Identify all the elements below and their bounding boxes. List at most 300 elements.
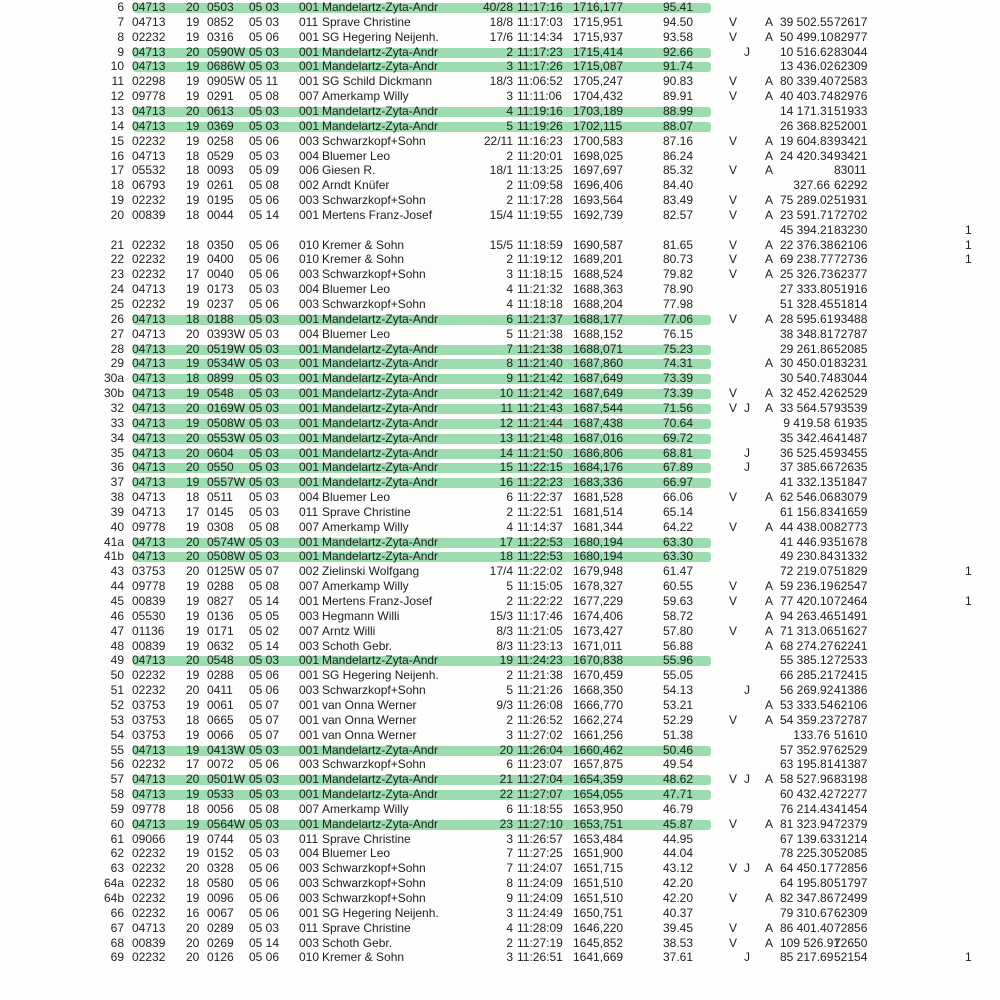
section-code: 05 09	[249, 163, 280, 178]
speed-value: 1681,344	[573, 519, 624, 534]
ring-year: 20	[186, 400, 200, 415]
a-mark: A	[765, 163, 774, 178]
fancier-name: van Onna Werner	[322, 712, 417, 727]
club-number: 004	[299, 490, 320, 505]
v-mark: V	[729, 712, 738, 727]
points-value: 66 285.21	[780, 668, 834, 683]
points-value: 50 499.10	[780, 29, 834, 44]
fancier-name: Mandelartz-Zyta-Andr	[322, 59, 439, 74]
percent-value: 50.46	[662, 742, 693, 757]
section-code: 05 03	[249, 549, 280, 564]
percent-value: 64.22	[662, 519, 693, 534]
rank-number: 6	[117, 0, 124, 14]
speed-value: 1670,459	[573, 668, 624, 683]
rank-number: 61	[110, 831, 124, 846]
ring-number: 0590W	[207, 44, 246, 59]
points-value: 55 385.12	[780, 653, 834, 668]
ring-number: 0289	[207, 920, 234, 935]
arrival-time: 11:14:37	[517, 519, 563, 534]
code-value: 62529	[834, 742, 868, 757]
ring-year: 19	[186, 638, 200, 653]
prize-count: 4	[506, 103, 513, 118]
prize-count: 10	[499, 386, 513, 401]
ring-number: 0905W	[207, 74, 246, 89]
table-row	[0, 906, 1000, 921]
fancier-name: Sprave Christine	[322, 504, 411, 519]
points-value: 25 326.73	[780, 267, 834, 282]
section-code: 05 03	[249, 59, 280, 74]
speed-value: 1683,336	[573, 475, 624, 490]
code-value: 82773	[834, 519, 868, 534]
fancier-name: Bluemer Leo	[322, 326, 391, 341]
points-value: 60 432.42	[780, 787, 834, 802]
ring-number: 0557W	[207, 475, 246, 490]
percent-value: 75.23	[662, 341, 693, 356]
fancier-name: Bluemer Leo	[322, 490, 391, 505]
fancier-prefix: 00839	[132, 935, 166, 950]
rank-number: 64b	[104, 891, 125, 905]
arrival-time: 11:21:44	[517, 415, 563, 430]
ring-number: 0852	[207, 14, 234, 29]
percent-value: 85.32	[662, 163, 693, 178]
speed-value: 1654,055	[573, 787, 624, 802]
prize-count: 4	[506, 519, 513, 534]
ring-year: 20	[186, 430, 200, 445]
speed-value: 1651,900	[573, 846, 624, 861]
club-number: 002	[299, 564, 320, 579]
club-number: 001	[299, 727, 320, 742]
v-mark: V	[729, 89, 738, 104]
code-value: 82977	[834, 29, 868, 44]
ring-year: 20	[186, 861, 200, 876]
arrival-time: 11:24:09	[517, 876, 563, 891]
speed-value: 1671,011	[573, 638, 623, 653]
speed-value: 1680,194	[573, 549, 624, 564]
rank-number: 11	[111, 74, 124, 89]
fancier-prefix: 04713	[132, 415, 166, 430]
percent-value: 63.30	[662, 534, 693, 549]
table-row	[0, 505, 1000, 520]
section-code: 05 03	[249, 282, 280, 297]
section-code: 05 03	[249, 44, 280, 59]
club-number: 001	[299, 118, 320, 133]
code-value: 72533	[834, 653, 868, 668]
speed-value: 1684,176	[573, 460, 624, 475]
percent-value: 92.66	[662, 44, 693, 59]
prize-count: 2	[506, 504, 513, 519]
speed-value: 1690,587	[573, 237, 624, 252]
fancier-name: Kremer & Sohn	[322, 237, 405, 252]
ring-number: 0288	[207, 668, 234, 683]
table-row	[0, 653, 1000, 668]
ring-number: 0288	[207, 579, 234, 594]
rank-number: 17	[110, 163, 124, 178]
rank-number: 40	[110, 519, 124, 534]
rank-number: 37	[110, 475, 124, 490]
ring-year: 20	[186, 341, 200, 356]
arrival-time: 11:22:53	[517, 549, 563, 564]
rank-number: 33	[110, 415, 124, 430]
section-code: 05 03	[249, 490, 280, 505]
ring-year: 20	[186, 920, 200, 935]
club-number: 003	[299, 638, 320, 653]
percent-value: 56.88	[662, 638, 693, 653]
rank-number: 29	[110, 356, 124, 371]
code-value: 72856	[834, 920, 868, 935]
club-number: 003	[299, 683, 320, 698]
code-value: 83079	[834, 490, 868, 505]
table-row	[0, 475, 1000, 490]
club-number: 010	[299, 950, 320, 965]
section-code: 05 08	[249, 801, 280, 816]
section-code: 05 07	[249, 727, 280, 742]
section-code: 05 06	[249, 876, 280, 891]
prize-count: 2	[506, 252, 513, 267]
percent-value: 38.53	[662, 935, 693, 950]
ring-number: 0126	[207, 950, 234, 965]
ring-number: 0171	[207, 623, 234, 638]
fancier-prefix: 09778	[132, 579, 166, 594]
fancier-prefix: 04713	[132, 787, 166, 802]
fancier-name: Schwarzkopf+Sohn	[322, 876, 426, 891]
j-mark: J	[744, 861, 750, 876]
fancier-name: Amerkamp Willy	[322, 801, 409, 816]
ring-number: 0061	[207, 697, 234, 712]
points-value: 45 394.21	[780, 222, 834, 237]
speed-value: 1715,951	[573, 14, 624, 29]
club-number: 007	[299, 89, 320, 104]
club-number: 011	[299, 14, 319, 29]
club-number: 010	[299, 252, 320, 267]
prize-count: 2	[506, 594, 513, 608]
speed-value: 1660,462	[573, 742, 624, 757]
a-mark: A	[765, 207, 774, 222]
ring-year: 18	[186, 237, 200, 252]
prize-count: 2	[506, 712, 513, 727]
code-value: 51678	[834, 534, 868, 549]
code-value: 72702	[834, 207, 868, 222]
a-mark: A	[765, 579, 774, 594]
fancier-name: SG Hegering Neijenh.	[322, 29, 439, 44]
speed-value: 1679,948	[573, 564, 624, 579]
percent-value: 79.82	[662, 267, 693, 282]
rank-number: 68	[110, 935, 124, 950]
ring-number: 0604	[207, 445, 234, 460]
arrival-time: 11:21:38	[517, 326, 563, 341]
section-code: 05 07	[249, 697, 280, 712]
arrival-time: 11:19:55	[517, 207, 563, 222]
rank-number: 53	[110, 712, 124, 727]
ring-number: 0145	[207, 504, 234, 519]
code-value: 83198	[834, 772, 868, 787]
code-value: 83230	[834, 222, 868, 237]
speed-value: 1693,564	[573, 193, 624, 208]
ring-year: 19	[186, 178, 200, 193]
points-value: 59 236.19	[780, 579, 834, 594]
ring-number: 0508W	[207, 415, 246, 430]
section-code: 05 07	[249, 564, 280, 579]
points-value: 30 540.74	[780, 371, 834, 386]
arrival-time: 11:20:01	[517, 148, 563, 163]
fancier-name: Sprave Christine	[322, 920, 411, 935]
points-value: 109 526.91	[780, 935, 841, 950]
code-value: 83231	[834, 356, 868, 371]
table-row	[0, 564, 1000, 579]
rank-number: 48	[110, 638, 124, 653]
speed-value: 1674,406	[573, 608, 624, 623]
speed-value: 1680,194	[573, 534, 624, 549]
speed-value: 1651,715	[573, 861, 624, 876]
code-value: 41454	[834, 801, 868, 816]
arrival-time: 11:13:25	[517, 163, 563, 178]
club-number: 001	[299, 400, 320, 415]
ring-year: 19	[186, 697, 200, 712]
table-row	[0, 579, 1000, 594]
fancier-prefix: 02232	[132, 193, 166, 208]
prize-count: 5	[506, 118, 513, 133]
arrival-time: 11:26:04	[517, 742, 563, 757]
ring-number: 0564W	[207, 816, 246, 831]
section-code: 05 03	[249, 742, 280, 757]
a-mark: A	[765, 14, 774, 29]
a-mark: A	[765, 133, 774, 148]
table-row	[0, 549, 1000, 564]
fancier-prefix: 04713	[132, 59, 166, 74]
ring-number: 0269	[207, 935, 234, 950]
club-number: 001	[299, 415, 320, 430]
speed-value: 1681,514	[573, 504, 624, 519]
ring-year: 19	[186, 831, 200, 846]
club-number: 001	[299, 594, 320, 608]
speed-value: 1689,201	[573, 252, 624, 267]
points-value: 86 401.40	[780, 920, 834, 935]
club-number: 001	[299, 475, 320, 490]
ring-year: 19	[186, 475, 200, 490]
rank-number: 30b	[104, 386, 125, 401]
speed-value: 1705,247	[573, 74, 624, 89]
ring-number: 0665	[207, 712, 234, 727]
percent-value: 44.95	[662, 831, 693, 846]
rank-number: 67	[110, 920, 124, 935]
arrival-time: 11:21:37	[517, 311, 563, 326]
table-row	[0, 594, 1000, 609]
prize-count: 3	[506, 59, 513, 74]
arrival-time: 11:22:23	[517, 475, 563, 490]
percent-value: 43.12	[662, 861, 693, 876]
ring-year: 18	[186, 148, 200, 163]
fancier-name: Mandelartz-Zyta-Andr	[322, 118, 439, 133]
fancier-name: Amerkamp Willy	[322, 519, 409, 534]
table-row	[0, 178, 1000, 193]
extra-mark: 1	[965, 950, 972, 965]
arrival-time: 11:19:12	[517, 252, 563, 267]
fancier-name: Bluemer Leo	[322, 846, 391, 861]
code-value: 93455	[834, 445, 868, 460]
speed-value: 1653,484	[573, 831, 624, 846]
code-value: 62529	[834, 386, 868, 401]
prize-count: 17/6	[489, 29, 513, 44]
fancier-prefix: 03753	[132, 712, 166, 727]
ring-number: 0503	[207, 0, 234, 14]
club-number: 004	[299, 282, 320, 297]
ring-year: 20	[186, 653, 200, 668]
fancier-name: Hegmann Willi	[322, 608, 400, 623]
percent-value: 49.54	[662, 757, 693, 772]
section-code: 05 06	[249, 757, 280, 772]
arrival-time: 11:21:26	[517, 683, 563, 698]
percent-value: 51.38	[662, 727, 693, 742]
club-number: 011	[299, 831, 319, 846]
section-code: 05 03	[249, 341, 280, 356]
v-mark: V	[729, 594, 738, 608]
section-code: 05 14	[249, 935, 280, 950]
points-value: 75 289.02	[780, 193, 834, 208]
fancier-name: SG Hegering Neijenh.	[322, 668, 439, 683]
arrival-time: 11:27:19	[517, 935, 563, 950]
table-row	[0, 416, 1000, 431]
a-mark: A	[765, 935, 774, 950]
prize-count: 22/11	[483, 133, 513, 148]
a-mark: A	[765, 623, 774, 638]
percent-value: 58.72	[662, 608, 693, 623]
rank-number: 18	[110, 178, 124, 193]
fancier-prefix: 09778	[132, 89, 166, 104]
fancier-prefix: 04713	[132, 504, 166, 519]
club-number: 001	[299, 668, 320, 683]
speed-value: 1715,414	[573, 44, 624, 59]
code-value: 51814	[834, 297, 868, 311]
arrival-time: 11:26:08	[517, 697, 563, 712]
club-number: 002	[299, 178, 320, 193]
a-mark: A	[765, 608, 774, 623]
section-code: 05 03	[249, 787, 280, 802]
section-code: 05 06	[249, 297, 280, 311]
table-row	[0, 891, 1000, 906]
table-row	[0, 74, 1000, 89]
points-value: 77 420.10	[780, 594, 834, 608]
percent-value: 45.87	[662, 816, 693, 831]
ring-year: 20	[186, 103, 200, 118]
table-row	[0, 921, 1000, 936]
table-row	[0, 267, 1000, 282]
rank-number: 66	[110, 905, 124, 920]
prize-count: 5	[506, 579, 513, 594]
club-number: 001	[299, 772, 320, 787]
prize-count: 18	[499, 549, 513, 564]
arrival-time: 11:17:03	[517, 14, 563, 29]
fancier-prefix: 04713	[132, 148, 166, 163]
ring-year: 18	[186, 371, 200, 386]
speed-value: 1703,189	[573, 103, 624, 118]
ring-number: 0308	[207, 519, 234, 534]
table-row	[0, 327, 1000, 342]
fancier-name: Mertens Franz-Josef	[322, 207, 433, 222]
prize-count: 8/3	[496, 623, 513, 638]
ring-number: 0534W	[207, 356, 246, 371]
section-code: 05 03	[249, 148, 280, 163]
prize-count: 3	[506, 950, 513, 965]
table-row	[0, 446, 1000, 461]
code-value: 51931	[834, 193, 868, 208]
points-value: 72 219.07	[780, 564, 834, 579]
club-number: 001	[299, 386, 320, 401]
fancier-prefix: 02232	[132, 252, 166, 267]
percent-value: 76.15	[662, 326, 693, 341]
fancier-name: Mandelartz-Zyta-Andr	[322, 341, 439, 356]
club-number: 006	[299, 163, 320, 178]
v-mark: V	[729, 935, 738, 950]
code-value: 51797	[834, 876, 868, 891]
prize-count: 4	[506, 297, 513, 311]
ring-number: 0632	[207, 638, 234, 653]
prize-count: 2	[506, 193, 513, 208]
rank-number: 26	[110, 311, 124, 326]
ring-year: 19	[186, 89, 200, 104]
rank-number: 14	[110, 118, 124, 133]
table-row	[0, 401, 1000, 416]
table-row	[0, 639, 1000, 654]
section-code: 05 03	[249, 356, 280, 371]
section-code: 05 03	[249, 103, 280, 118]
fancier-name: Arntz Willi	[322, 623, 376, 638]
fancier-prefix: 02232	[132, 297, 166, 311]
section-code: 05 06	[249, 905, 280, 920]
percent-value: 39.45	[662, 920, 693, 935]
club-number: 003	[299, 861, 320, 876]
points-value: 37 385.66	[780, 460, 834, 475]
section-code: 05 03	[249, 653, 280, 668]
percent-value: 82.57	[662, 207, 693, 222]
fancier-prefix: 00839	[132, 638, 166, 653]
code-value: 93488	[834, 311, 868, 326]
code-value: 62309	[834, 905, 868, 920]
ring-year: 18	[186, 490, 200, 505]
speed-value: 1651,510	[573, 876, 624, 891]
club-number: 003	[299, 193, 320, 208]
club-number: 001	[299, 697, 320, 712]
points-value: 30 450.01	[780, 356, 834, 371]
arrival-time: 11:26:51	[517, 950, 563, 965]
fancier-name: SG Hegering Neijenh.	[322, 905, 439, 920]
a-mark: A	[765, 920, 774, 935]
section-code: 05 03	[249, 460, 280, 475]
points-value: 81 323.94	[780, 816, 834, 831]
j-mark: J	[744, 683, 750, 698]
fancier-name: Schwarzkopf+Sohn	[322, 861, 426, 876]
table-row	[0, 238, 1000, 253]
fancier-prefix: 04713	[132, 430, 166, 445]
points-value: 29 261.86	[780, 341, 834, 356]
ring-number: 0574W	[207, 534, 246, 549]
arrival-time: 11:16:23	[517, 133, 563, 148]
fancier-name: Sprave Christine	[322, 14, 411, 29]
ring-year: 19	[186, 14, 200, 29]
speed-value: 1668,350	[573, 683, 624, 698]
fancier-prefix: 05532	[132, 163, 166, 178]
club-number: 001	[299, 534, 320, 549]
fancier-prefix: 04713	[132, 371, 166, 386]
speed-value: 1678,327	[573, 579, 624, 594]
club-number: 001	[299, 430, 320, 445]
section-code: 05 03	[249, 14, 280, 29]
section-code: 05 06	[249, 267, 280, 282]
table-row	[0, 713, 1000, 728]
speed-value: 1641,669	[573, 950, 624, 965]
fancier-name: Mandelartz-Zyta-Andr	[322, 772, 439, 787]
arrival-time: 11:15:05	[517, 579, 563, 594]
rank-number: 21	[110, 237, 124, 252]
speed-value: 1702,115	[573, 118, 623, 133]
